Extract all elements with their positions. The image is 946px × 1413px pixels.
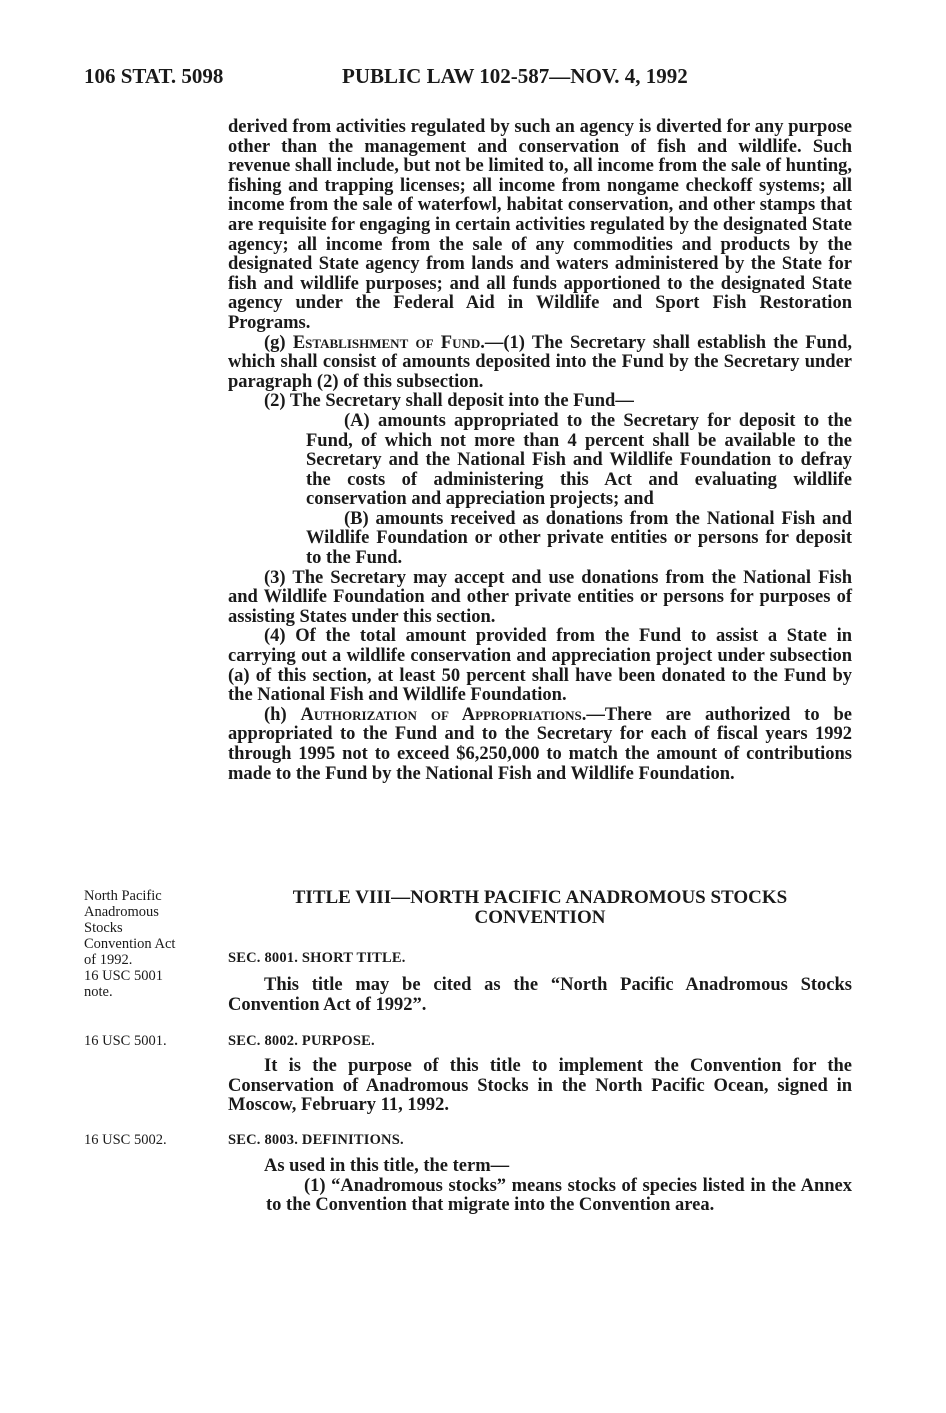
margin-note-line: North Pacific (84, 888, 162, 904)
subsection-h (228, 706, 852, 784)
paragraph-g2: (2) The Secretary shall deposit into the Fund— (264, 391, 634, 412)
margin-note-purpose: 16 USC 5001. (84, 1033, 167, 1049)
margin-note-line: note. (84, 984, 113, 1000)
subsection-g (228, 334, 852, 393)
paragraph-g2b: (B) amounts received as donations from the National Fish and Wildlife Foundation or other private entities or persons for deposit to the Fund. (306, 508, 852, 569)
margin-note-line: of 1992. (84, 952, 133, 968)
title-line-2: CONVENTION (474, 907, 606, 928)
paragraph-g4: (4) Of the total amount provided from the Fund to assist a State in carrying out a wildlife conservation and appreciation project under subsection (a) of this section, at least 50 percent shall have been donated to the Fund by the National Fish and Wildlife Foundation. (228, 626, 852, 706)
page-number: 106 STAT. 5098 (84, 64, 224, 88)
subsection-h-text: —There are authorized to be appropriated to the Fund and to the Secretary for each of fiscal years 1992 through 1995 not to exceed $6,250,000 to match the amount of contributions made to the Fund by the National Fish and Wildlife Foundation. (228, 704, 852, 784)
margin-note-definitions: 16 USC 5002. (84, 1132, 167, 1148)
subsection-g-heading: Establishment of Fund. (292, 332, 485, 353)
title-viii-heading (228, 888, 852, 928)
sec-8003-body (228, 1157, 852, 1216)
paragraph-continued: derived from activities regulated by such an agency is diverted for any purpose other than the management and conservation of fish and wildlife. Such revenue shall include, but not be limited to, all income from the sale of hunting, fishing and trapping licenses; all income from nongame checkoff systems; all income from the sale of waterfowl, habitat conservation, and other stamps that are requisite for engaging in certain activities regulated by the designated State agency; all income from the sale of any commodities and products by the designated State agency from lands and waters administered by the State for fish and wildlife purposes; and all funds apportioned to the designated State agency under the Federal Aid in Wildlife and Sport Fish Restoration Programs. (228, 117, 852, 333)
margin-note-short-title (84, 888, 214, 1000)
sec-8001-heading: SEC. 8001. SHORT TITLE. (228, 950, 406, 966)
sec-8003-def-1: (1) “Anadromous stocks” means stocks of species listed in the Annex to the Convention that migrate into the Convention area. (266, 1175, 852, 1216)
paragraph-g2a: (A) amounts appropriated to the Secretary for deposit to the Fund, of which not more than 4 percent shall be available to the Secretary and the National Fish and Wildlife Foundation to defray the costs of administering this Act and evaluating wildlife conservation and appreciation projects; and (306, 410, 852, 510)
subsection-h-heading: Authorization of Appropriations. (300, 704, 587, 725)
paragraph-g3: (3) The Secretary may accept and use donations from the National Fish and Wildlife Foundation and other private entities or persons for purposes of assisting States under this section. (228, 567, 852, 627)
subsection-f-g-h (228, 118, 852, 784)
margin-note-line: Convention Act (84, 936, 176, 952)
sec-8003-intro: As used in this title, the term— (264, 1156, 510, 1176)
margin-note-line: Anadromous (84, 904, 159, 920)
margin-note-line: 16 USC 5001 (84, 968, 163, 984)
sec-8002-heading: SEC. 8002. PURPOSE. (228, 1033, 375, 1049)
subsection-g-label: (g) (264, 332, 293, 353)
margin-note-line: Stocks (84, 920, 123, 936)
sec-8001-text: This title may be cited as the “North Pacific Anadromous Stocks Convention Act of 1992”. (228, 975, 852, 1015)
subsection-g-text: —(1) The Secretary shall establish the Fund, which shall consist of amounts deposited into the Fund by the Secretary under paragraph (2) of this subsection. (228, 332, 852, 392)
page-header (84, 64, 854, 94)
law-title: PUBLIC LAW 102-587—NOV. 4, 1992 (342, 64, 688, 88)
sec-8003-heading: SEC. 8003. DEFINITIONS. (228, 1132, 404, 1148)
title-line-1: TITLE VIII—NORTH PACIFIC ANADROMOUS STOCKS (292, 887, 788, 908)
subsection-h-label: (h) (264, 704, 301, 725)
sec-8002-text: It is the purpose of this title to implement the Convention for the Conservation of Anadromous Stocks in the North Pacific Ocean, signed in Moscow, February 11, 1992. (228, 1056, 852, 1116)
